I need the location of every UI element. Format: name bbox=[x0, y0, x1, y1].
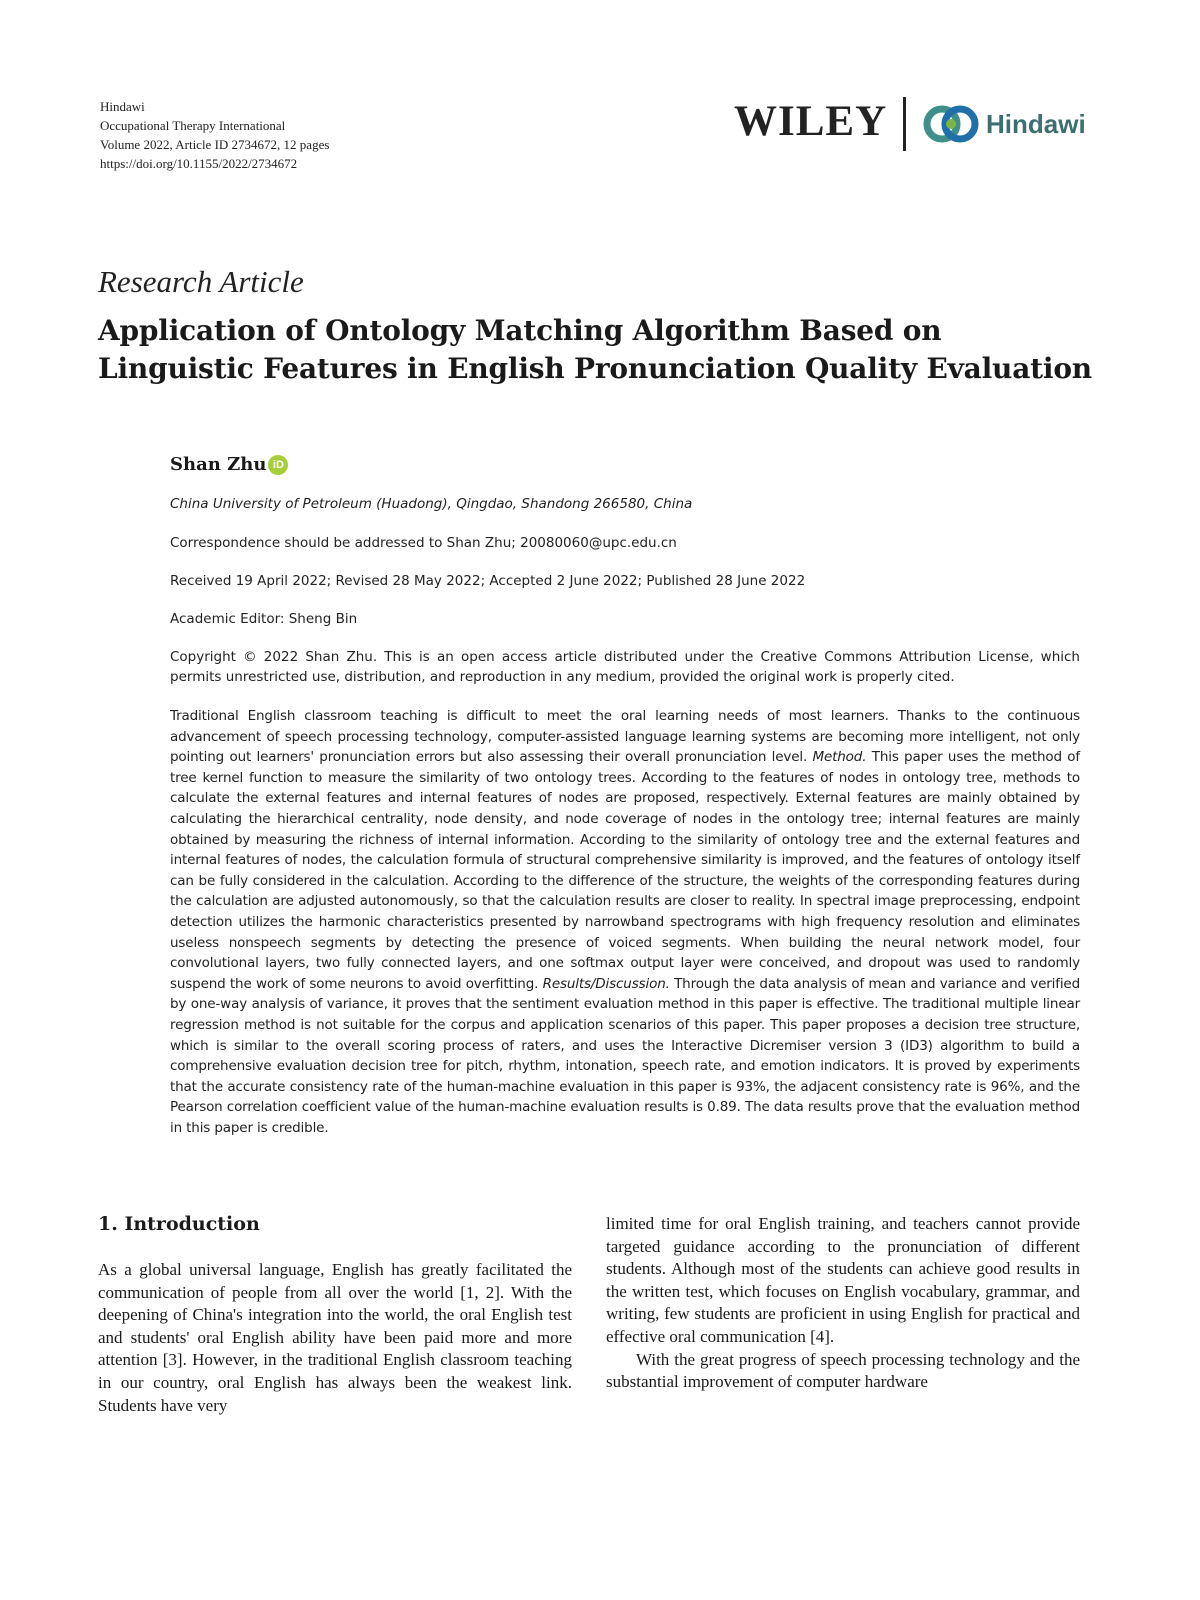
publication-dates: Received 19 April 2022; Revised 28 May 2022; Accepted 2 June 2022; Published 28 June 2022 bbox=[170, 573, 806, 589]
hindawi-logo-icon bbox=[922, 102, 982, 146]
article-type: Research Article bbox=[98, 264, 304, 299]
intro-left-column: As a global universal language, English has greatly facilitated the communication of people from all over the world [1, 2]. With the deepening of China's integration into the world, the oral English test and students' oral English ability have been paid more and more attention [3]. However, in the traditional English classroom teaching in our country, oral English has always been the weakest link. Students have very bbox=[98, 1260, 572, 1415]
author-line bbox=[170, 451, 288, 479]
publisher-name: Hindawi bbox=[100, 99, 145, 114]
affiliation: China University of Petroleum (Huadong), Qingdao, Shandong 266580, China bbox=[170, 496, 693, 512]
doi-link[interactable]: https://doi.org/10.1155/2022/2734672 bbox=[100, 156, 298, 171]
hindawi-logo-text: Hindawi bbox=[986, 109, 1086, 139]
volume-line: Volume 2022, Article ID 2734672, 12 pages bbox=[100, 137, 330, 152]
correspondence: Correspondence should be addressed to Shan Zhu; 20080060@upc.edu.cn bbox=[170, 535, 677, 551]
abstract-part-2: This paper uses the method of tree kernel function to measure the similarity of two ontology trees. According to the features of nodes in ontology tree, methods to calculate the external features and internal features of nodes are proposed, respectively. External features are mainly obtained by calculating the hierarchical centrality, node density, and node coverage of nodes in the ontology tree; internal features are mainly obtained by measuring the richness of internal information. According to the similarity of ontology tree and the external features and internal features of nodes, the calculation formula of structural comprehensive similarity is improved, and the features of ontology itself can be fully considered in the calculation. According to the difference of the structure, the weights of the corresponding features during the calculation are adjusted autonomously, so that the calculation results are closer to reality. In spectral image preprocessing, endpoint detection utilizes the harmonic characteristics presented by narrowband spectrograms with high frequency resolution and eliminates useless nonspeech segments by detecting the presence of voiced segments. When building the neural network model, four convolutional layers, two fully connected layers, and one softmax output layer were conceived, and dropout was used to randomly suspend the work of some neurons to avoid overfitting. bbox=[170, 749, 1080, 992]
wiley-logo: WILEY bbox=[734, 98, 888, 145]
abstract-part-3: Through the data analysis of mean and variance and verified by one-way analysis of variance, it proves that the sentiment evaluation method in this paper is effective. The traditional multiple linear regression method is not suitable for the corpus and application scenarios of this paper. This paper proposes a decision tree structure, which is similar to the overall scoring process of raters, and uses the Interactive Dicremiser version 3 (ID3) algorithm to build a comprehensive evaluation decision tree for pitch, rhythm, intonation, speech rate, and emotion indicators. It is proved by experiments that the accurate consistency rate of the human-machine evaluation in this paper is 93%, the adjacent consistency rate is 96%, and the Pearson correlation coefficient value of the human-machine evaluation results is 0.89. The data results prove that the evaluation method in this paper is credible. bbox=[170, 975, 1081, 1136]
article-title: Application of Ontology Matching Algorithm Based on Linguistic Features in English Pronunciation Quality Evaluation bbox=[98, 314, 1092, 385]
author-name[interactable]: Shan Zhu bbox=[170, 454, 267, 475]
intro-paragraph: With the great progress of speech processing technology and the substantial improvement of computer hardware bbox=[606, 1349, 1080, 1392]
abstract-results-label: Results/Discussion. bbox=[542, 975, 670, 992]
intro-paragraph: limited time for oral English training, and teachers cannot provide targeted guidance according to the pronunciation of different students. Although most of the students can achieve good results in the written test, which focuses on English vocabulary, grammar, and writing, few students are proficient in using English for practical and effective oral communication [4]. bbox=[606, 1214, 1080, 1346]
journal-meta bbox=[100, 97, 329, 173]
orcid-icon[interactable]: iD bbox=[268, 455, 288, 475]
academic-editor: Academic Editor: Sheng Bin bbox=[170, 611, 358, 627]
abstract-method-label: Method. bbox=[812, 749, 867, 766]
logo-divider bbox=[903, 97, 906, 151]
copyright-notice: Copyright © 2022 Shan Zhu. This is an open access article distributed under the Creative Commons Attribution License, which permits unrestricted use, distribution, and reproduction in any medium, provided the original work is properly cited. bbox=[170, 649, 1080, 685]
section-heading-introduction: 1. Introduction bbox=[98, 1213, 260, 1235]
intro-right-column bbox=[606, 1213, 1080, 1394]
journal-name: Occupational Therapy International bbox=[100, 118, 286, 133]
abstract-part-1: Traditional English classroom teaching is difficult to meet the oral learning needs of most learners. Thanks to the continuous advancement of speech processing technology, computer-assisted language learning systems are becoming more intelligent, not only pointing out learners' pronunciation errors but also assessing their overall pronunciation level. bbox=[170, 708, 1080, 766]
abstract bbox=[170, 706, 1080, 1138]
